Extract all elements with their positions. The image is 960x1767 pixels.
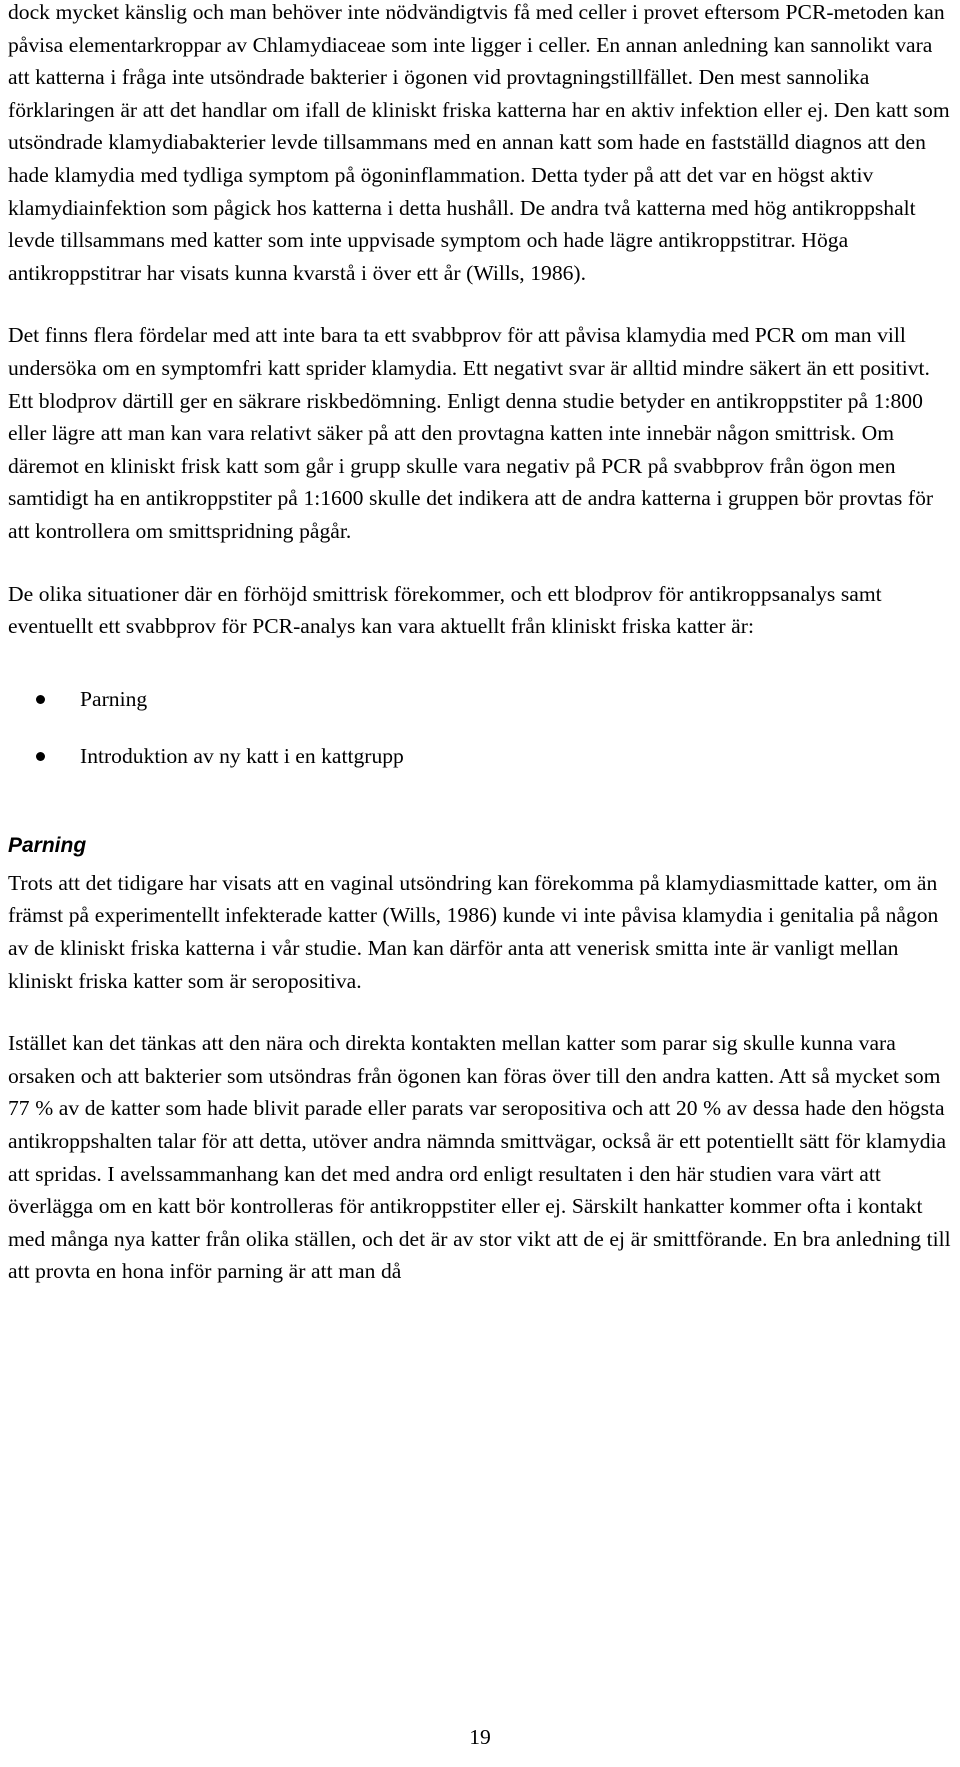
list-item-text: Parning bbox=[80, 686, 148, 711]
list-item bbox=[8, 683, 953, 716]
section-heading: Parning bbox=[8, 833, 87, 857]
body-paragraph-1: dock mycket känslig och man behöver inte nödvändigtvis få med celler i provet eftersom PCR-metoden kan påvisa elementarkroppar av Chlamydiaceae som inte ligger i celler. En annan anledning kan sannolikt vara att katterna i fråga inte utsöndrade bakterier i ögonen vid provtagningstillfället. Den mest sannolika förklaringen är att det handlar om ifall de kliniskt friska katterna har en aktiv infektion eller ej. Den katt som utsöndrade klamydiabakterier levde tillsammans med en annan katt som hade en fastställd diagnos att den hade klamydia med tydliga symptom på ögoninflammation. Detta tyder på att det var en högst aktiv klamydiainfektion som pågick hos katterna i detta hushåll. De andra två katterna med hög antikroppshalt levde tillsammans med katter som inte uppvisade symptom och hade lägre antikroppstitrar. Höga antikroppstitrar har visats kunna kvarstå i över ett år (Wills, 1986). bbox=[8, 0, 950, 285]
body-paragraph-3: De olika situationer där en förhöjd smittrisk förekommer, och ett blodprov för antikroppsanalys samt eventuellt ett svabbprov för PCR-analys kan vara aktuellt från kliniskt friska katter är: bbox=[8, 581, 882, 639]
document-page bbox=[8, 0, 953, 1288]
bullet-list bbox=[8, 683, 953, 773]
section-paragraph-2: Istället kan det tänkas att den nära och direkta kontakten mellan katter som parar sig skulle kunna vara orsaken och att bakterier som utsöndras från ögonen kan föras över till den andra katten. Att så mycket som 77 % av de katter som hade blivit parade eller parats var seropositiva och att 20 % av dessa hade den högsta antikroppshalten talar för att detta, utöver andra nämnda smittvägar, också är ett potentiellt sätt för klamydia att spridas. I avelssammanhang kan det med andra ord enligt resultaten i den här studien vara värt att överlägga om en katt bör kontrolleras för antikroppstiter eller ej. Särskilt hankatter kommer ofta i kontakt med många nya katter från olika ställen, och det är av stor vikt att de ej är smittförande. En bra anledning till att provta en hona inför parning är att man då bbox=[8, 1031, 951, 1284]
list-item bbox=[8, 740, 953, 773]
page-number: 19 bbox=[469, 1725, 491, 1749]
bullet-icon bbox=[36, 752, 45, 761]
bullet-icon bbox=[36, 695, 45, 704]
body-paragraph-2: Det finns flera fördelar med att inte bara ta ett svabbprov för att påvisa klamydia med PCR om man vill undersöka om en symptomfri katt sprider klamydia. Ett negativt svar är alltid mindre säkert än ett positivt. Ett blodprov därtill ger en säkrare riskbedömning. Enligt denna studie betyder en antikroppstiter på 1:800 eller lägre att man kan vara relativt säker på att den provtagna katten inte innebär någon smittrisk. Om däremot en kliniskt frisk katt som går i grupp skulle vara negativ på PCR på svabbprov från ögon men samtidigt ha en antikroppstiter på 1:1600 skulle det indikera att de andra katterna i gruppen bör provtas för att kontrollera om smittspridning pågår. bbox=[8, 323, 934, 543]
list-item-text: Introduktion av ny katt i en kattgrupp bbox=[80, 744, 404, 769]
section-paragraph-1: Trots att det tidigare har visats att en vaginal utsöndring kan förekomma på klamydiasmittade katter, om än främst på experimentellt infekterade katter (Wills, 1986) kunde vi inte påvisa klamydia i genitalia på någon av de kliniskt friska katterna i vår studie. Man kan därför anta att venerisk smitta inte är vanligt mellan kliniskt friska katter som är seropositiva. bbox=[8, 870, 939, 993]
